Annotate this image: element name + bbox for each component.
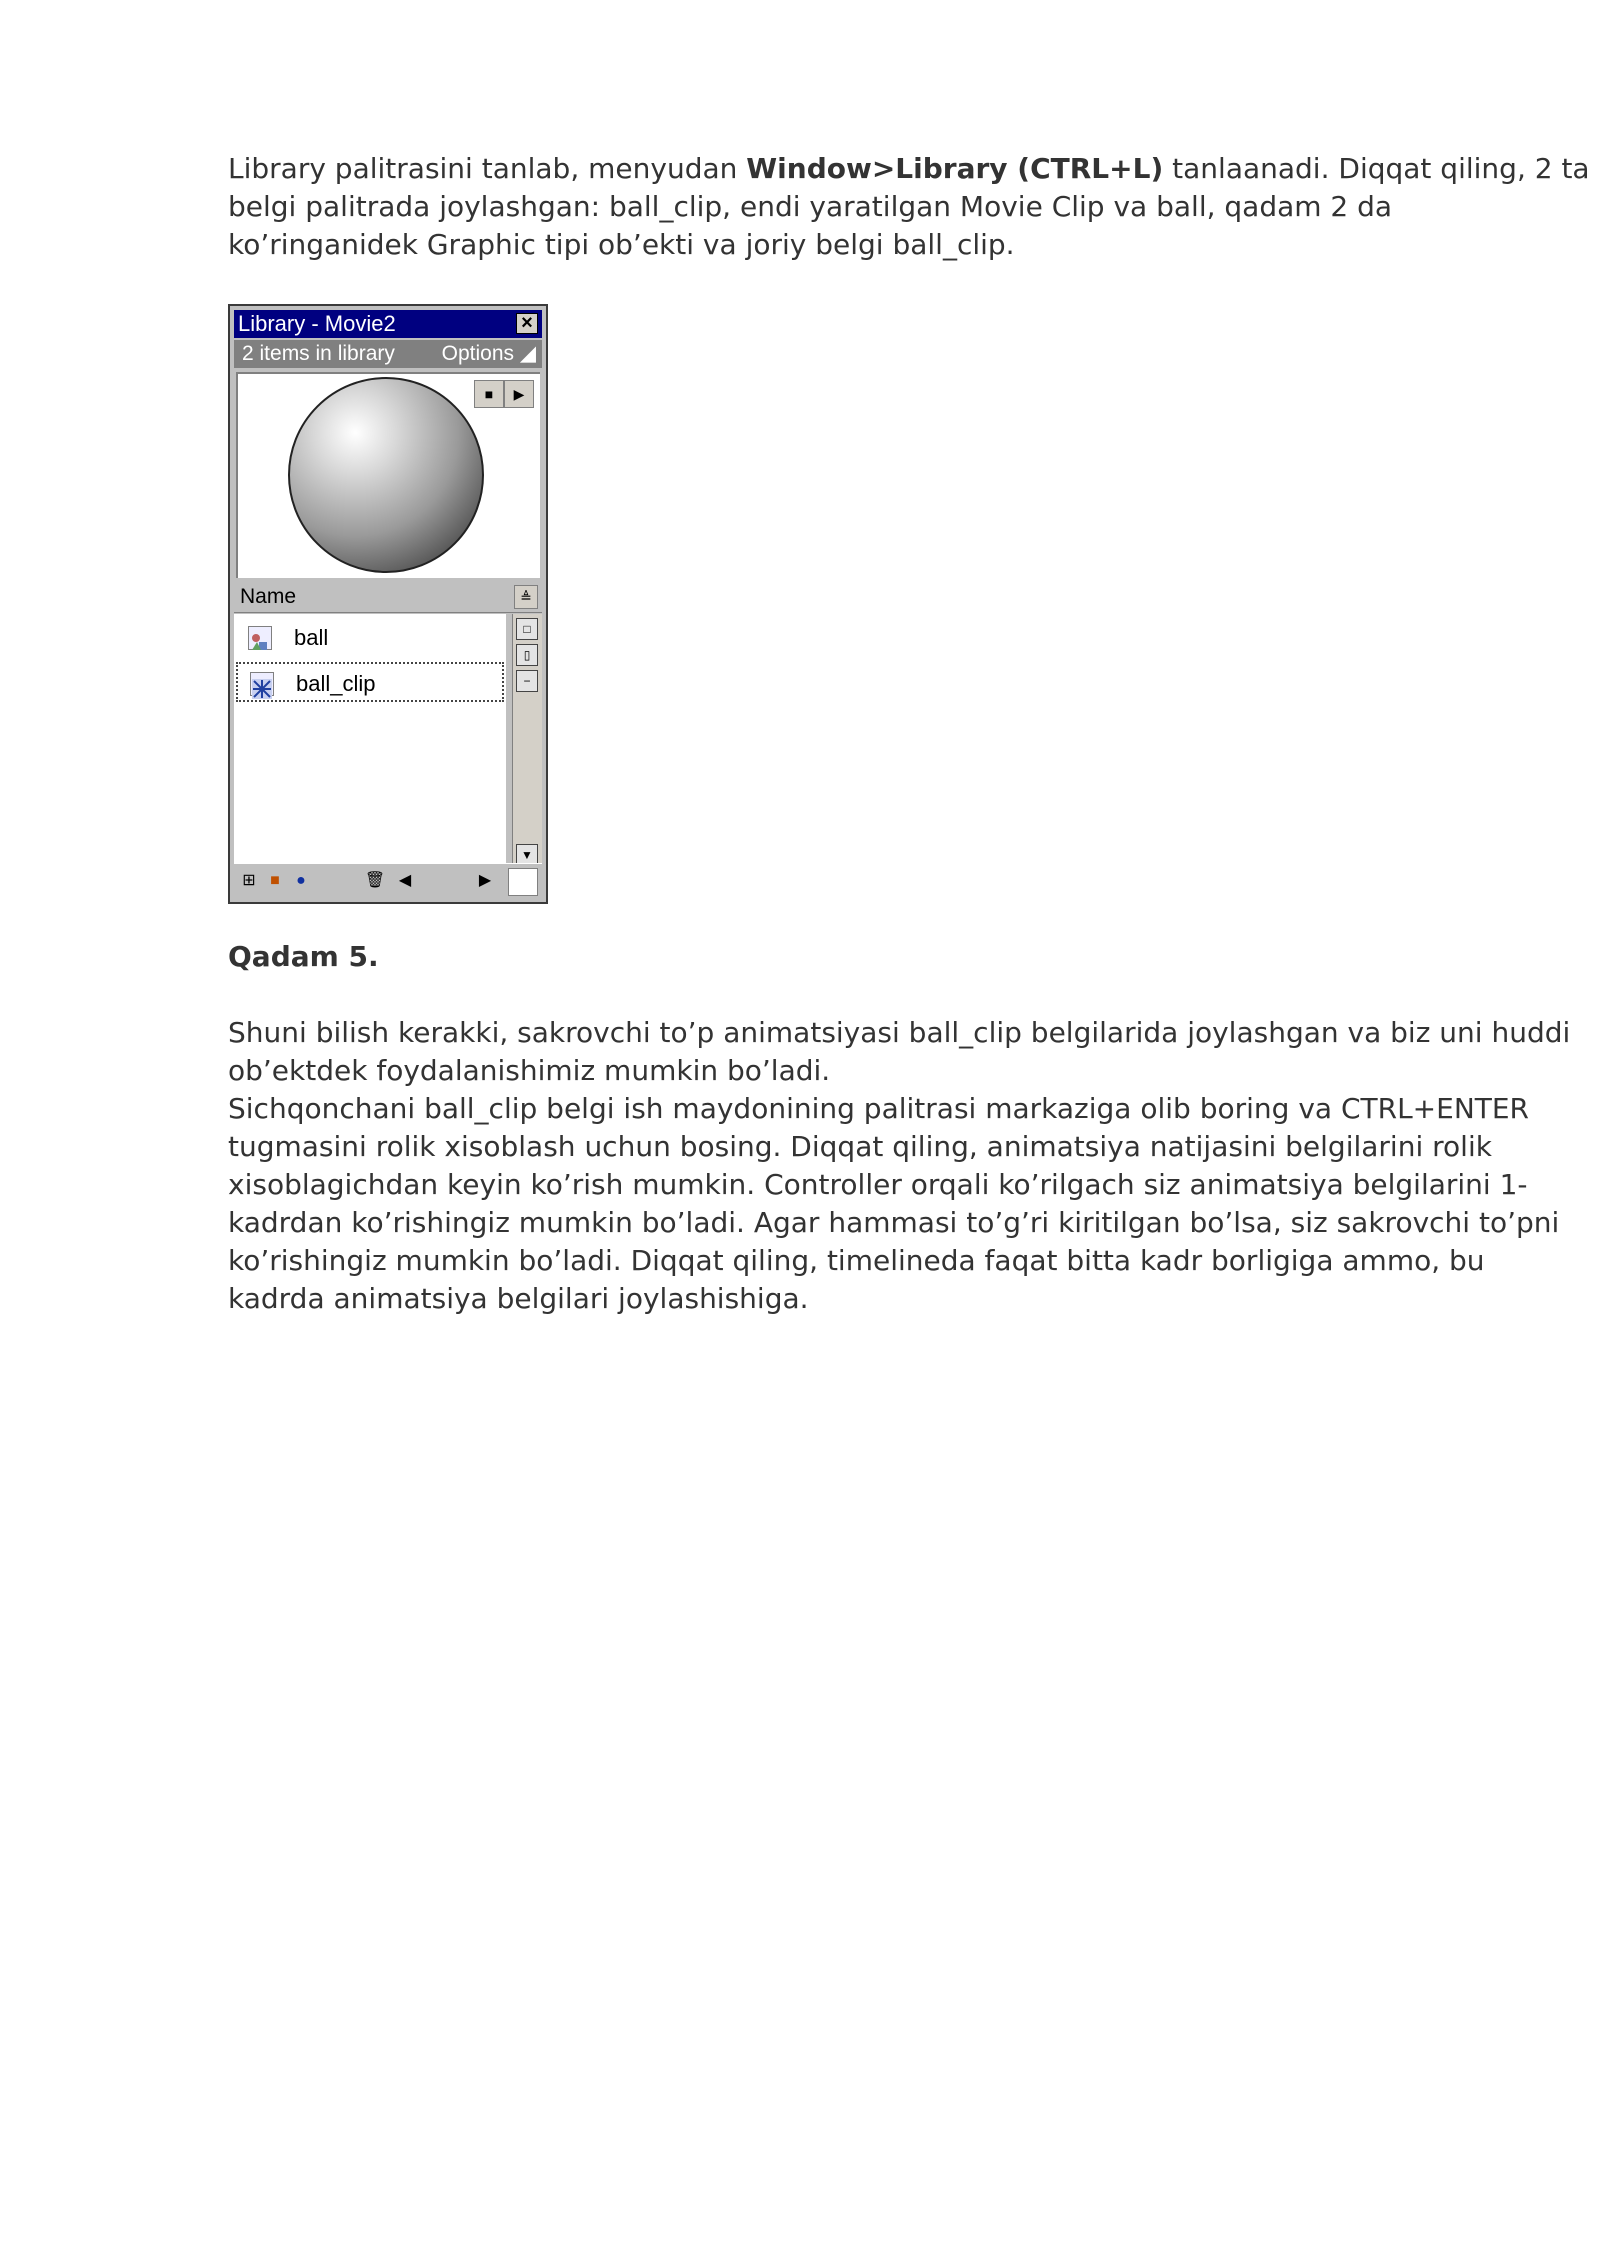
side-toolbar — [512, 614, 542, 870]
column-name[interactable]: Name — [240, 585, 297, 608]
intro-line-1: Library palitrasini tanlab, menyudan Window>Library (CTRL+L) tanlaanadi. Diqqat qiling, 2 ta — [228, 152, 1590, 185]
body-line: ko’rishingiz mumkin bo’ladi. Diqqat qiling, timelineda faqat bitta kadr borligiga ammo, bu — [228, 1244, 1485, 1277]
stop-icon[interactable]: ■ — [474, 380, 504, 408]
sort-order-icon[interactable]: ≜ — [514, 585, 538, 609]
ball-preview-image — [288, 377, 484, 573]
movie-clip-symbol-icon — [250, 672, 274, 696]
resize-box[interactable] — [508, 868, 538, 896]
items-count: 2 items in library — [242, 342, 395, 365]
menu-path-bold: Window>Library (CTRL+L) — [746, 152, 1164, 185]
body-line: Shuni bilish kerakki, sakrovchi to’p animatsiyasi ball_clip belgilarida joylashgan va biz uni huddi — [228, 1016, 1571, 1049]
body-line: Sichqonchani ball_clip belgi ish maydonining palitrasi markaziga olib boring va CTRL+ENTER — [228, 1092, 1530, 1125]
new-symbol-icon[interactable]: ⊞ — [242, 872, 256, 889]
collapse-icon[interactable]: − — [516, 670, 538, 692]
list-item-label: ball_clip — [296, 671, 376, 696]
intro-paragraph — [228, 150, 1590, 264]
graphic-symbol-icon — [248, 626, 272, 650]
body-line: tugmasini rolik xisoblash uchun bosing. Diqqat qiling, animatsiya natijasini belgilarini rolik — [228, 1130, 1492, 1163]
column-header — [234, 582, 542, 613]
body-line: xisoblagichdan keyin ko’rish mumkin. Controller orqali ko’rilgach siz animatsiya belgilarini 1- — [228, 1168, 1528, 1201]
symbol-list — [234, 614, 506, 870]
list-item-ball[interactable] — [236, 618, 504, 658]
scroll-down-icon[interactable]: ▼ — [516, 844, 538, 866]
narrow-view-icon[interactable]: ▯ — [516, 644, 538, 666]
library-window — [228, 304, 548, 904]
body-line: ob’ektdek foydalanishimiz mumkin bo’ladi. — [228, 1054, 831, 1087]
body-line: kadrdan ko’rishingiz mumkin bo’ladi. Agar hammasi to’g’ri kiritilgan bo’lsa, siz sakrovchi to’pni — [228, 1206, 1560, 1239]
scroll-left-icon[interactable]: ◀ — [398, 872, 412, 889]
preview-controls — [474, 380, 534, 410]
trash-icon[interactable]: 🗑 — [364, 872, 386, 889]
symbol-preview — [236, 372, 540, 578]
list-item-ball-clip[interactable] — [236, 662, 504, 702]
wide-view-icon[interactable]: □ — [516, 618, 538, 640]
play-icon[interactable]: ▶ — [504, 380, 534, 408]
scroll-right-icon[interactable]: ▶ — [478, 872, 492, 889]
library-info-bar — [234, 340, 542, 368]
list-item-label: ball — [294, 625, 329, 650]
close-icon[interactable]: × — [516, 313, 538, 334]
properties-icon[interactable]: ● — [296, 872, 306, 889]
intro-line-3: ko’ringanidek Graphic tipi ob’ekti va joriy belgi ball_clip. — [228, 228, 1015, 261]
new-folder-icon[interactable]: ■ — [270, 872, 280, 889]
body-line: kadrda animatsiya belgilari joylashishiga. — [228, 1282, 809, 1315]
intro-line-2: belgi palitrada joylashgan: ball_clip, endi yaratilgan Movie Clip va ball, qadam 2 da — [228, 190, 1393, 223]
section-title: Qadam 5. — [228, 940, 379, 973]
library-title-bar[interactable] — [234, 310, 542, 338]
body-paragraph — [228, 1014, 1571, 1318]
library-footer — [234, 863, 542, 898]
library-title: Library - Movie2 — [238, 311, 396, 336]
options-menu-button[interactable]: Options ◢ — [441, 342, 536, 365]
